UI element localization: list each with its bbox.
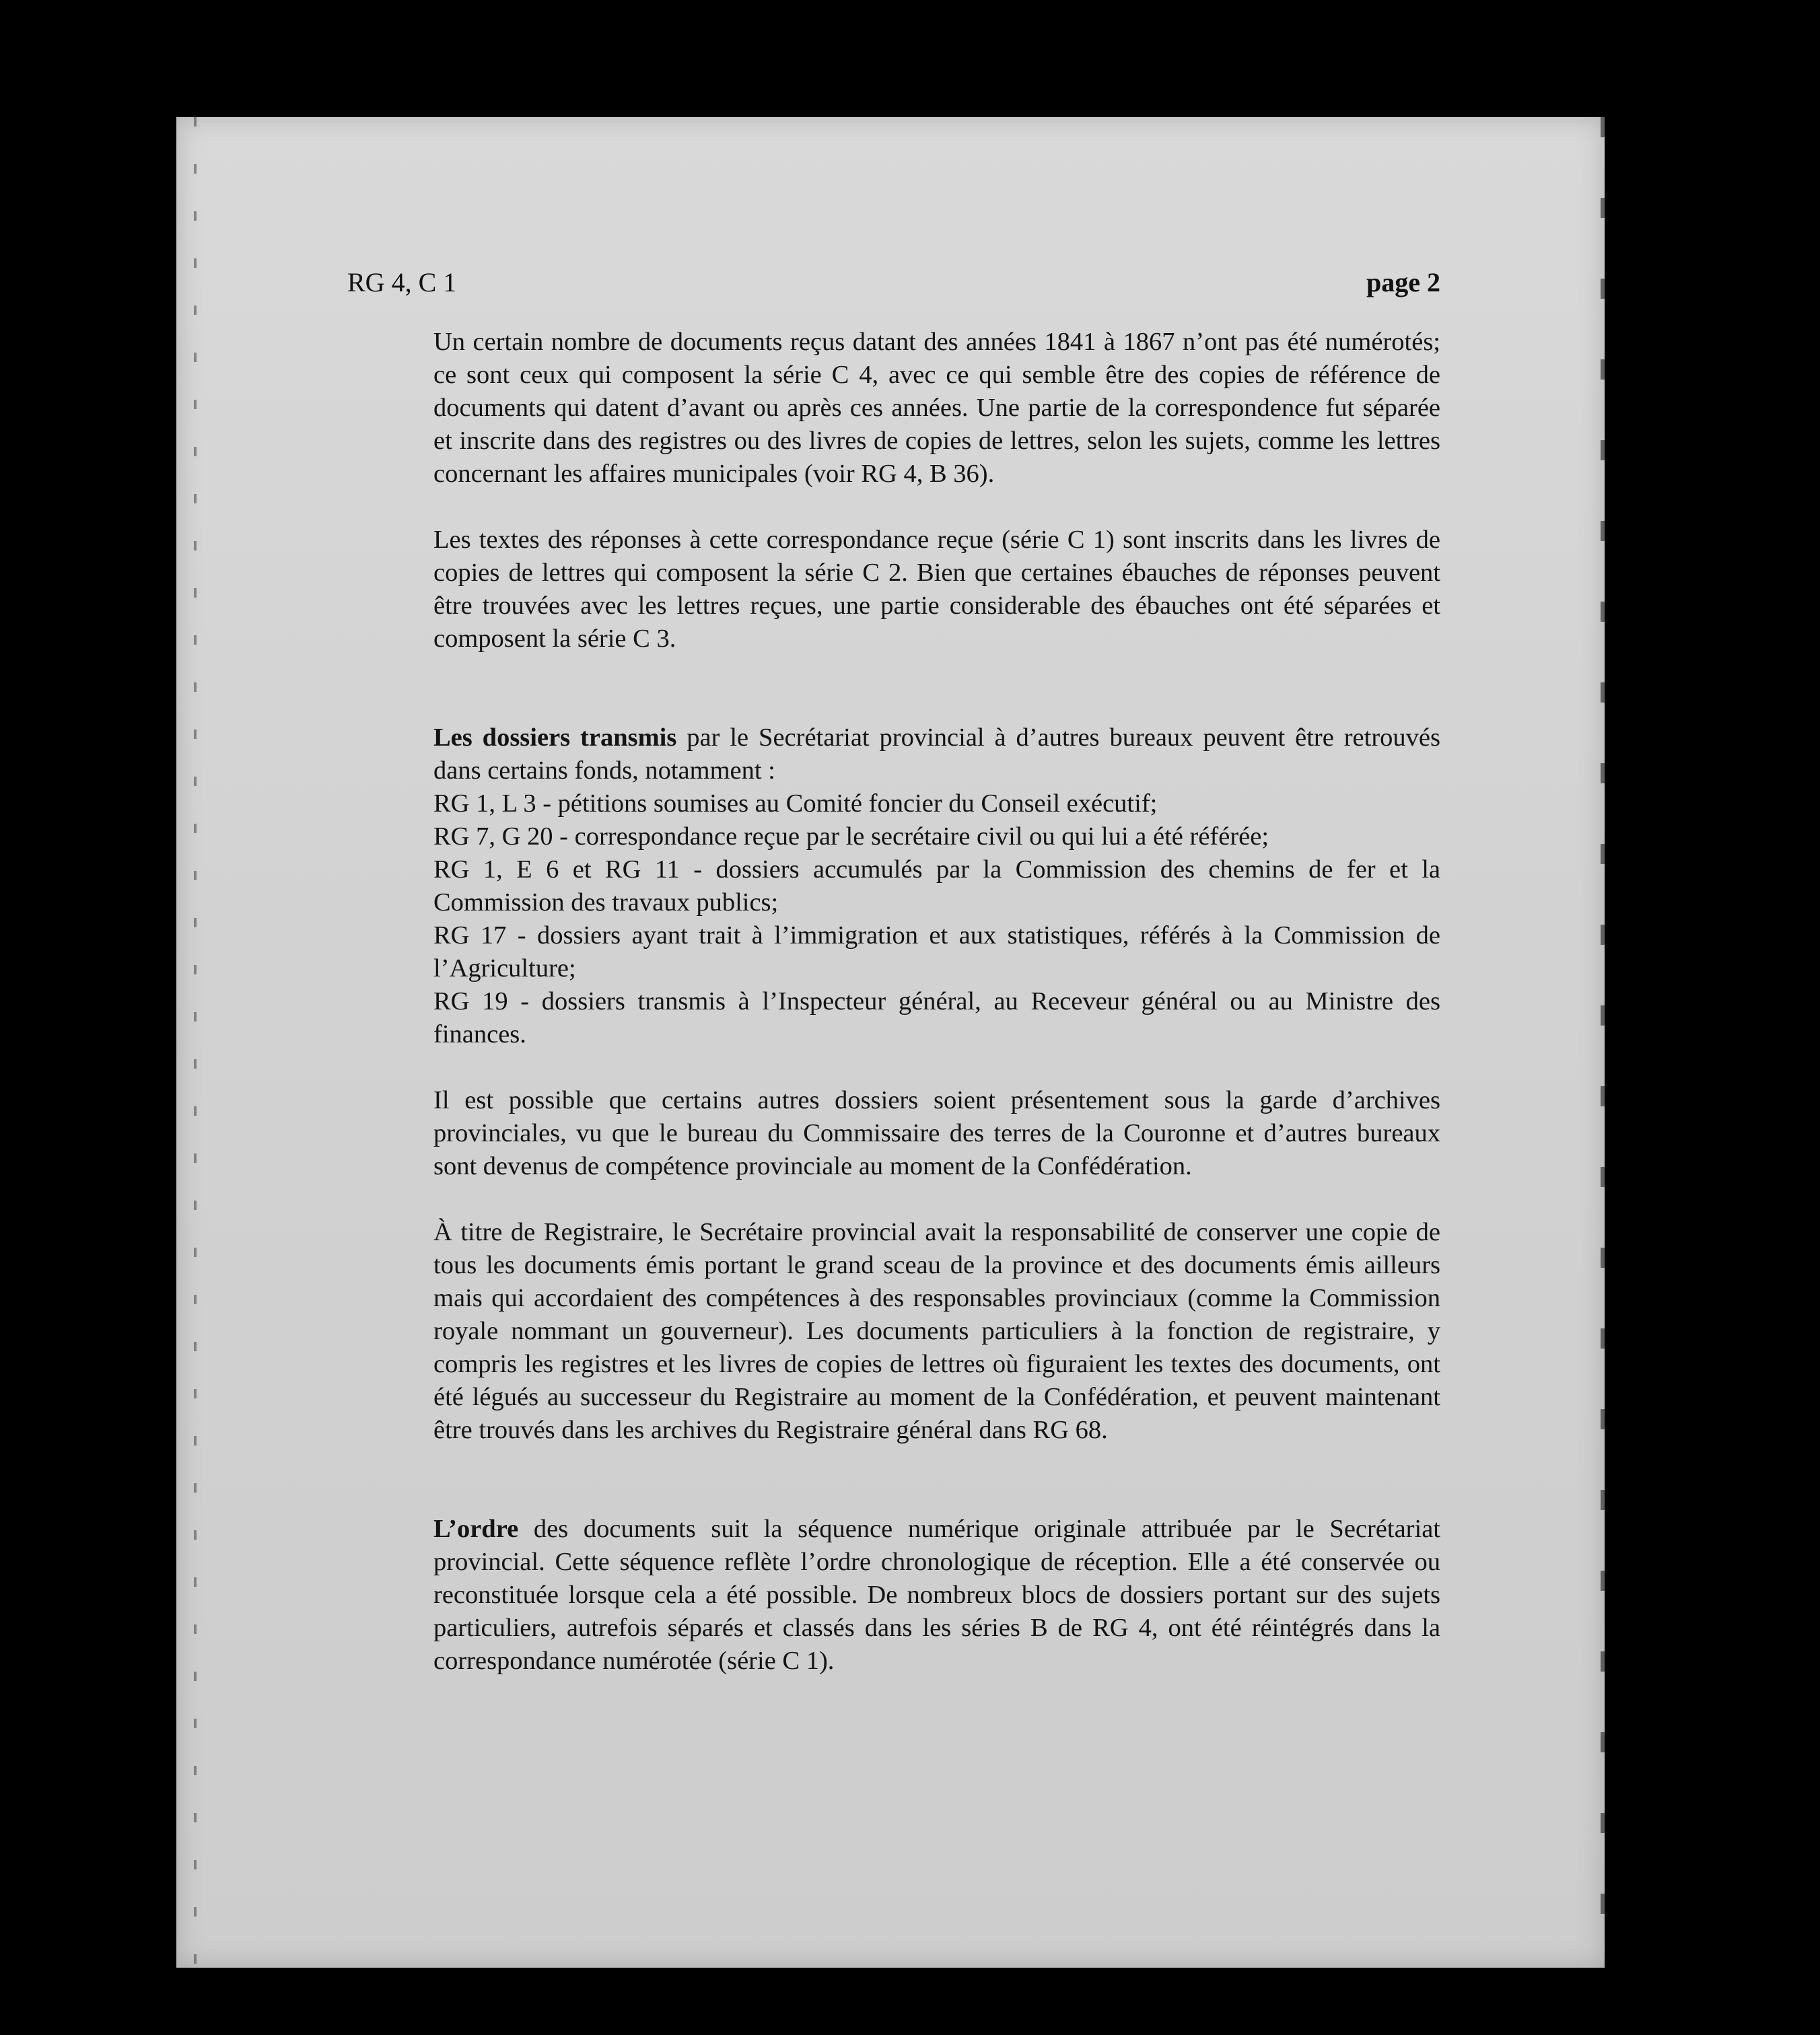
reference-item: RG 17 - dossiers ayant trait à l’immigration et aux statistiques, référés à la Commission de l’Agriculture;: [433, 921, 1440, 983]
reference-item: RG 7, G 20 - correspondance reçue par le secrétaire civil ou qui lui a été référée;: [433, 822, 1269, 851]
page-left-edge: [194, 117, 197, 1968]
paragraph-unnumbered-documents: Un certain nombre de documents reçus datant des années 1841 à 1867 n’ont pas été numérotés; ce sont ceux qui composent la série C 4, avec ce qui semble être des copies de référence de documents qui datent d’avant ou après ces années. Une partie de la correspondence fut séparée et inscrite dans des registres ou des livres de copies de lettres, selon les sujets, comme les lettres concernant les affaires municipales (voir RG 4, B 36).: [433, 328, 1440, 488]
reference-item: RG 1, E 6 et RG 11 - dossiers accumulés par la Commission des chemins de fer et la Commission des travaux publics;: [433, 855, 1440, 917]
page-header: [347, 266, 1440, 307]
reference-item: RG 1, L 3 - pétitions soumises au Comité foncier du Conseil exécutif;: [433, 789, 1158, 818]
document-order-heading: L’ordre: [433, 1515, 519, 1543]
page-right-edge: [1601, 117, 1605, 1968]
document-reference: RG 4, C 1: [347, 267, 457, 297]
document-body: [433, 326, 1440, 1678]
transmitted-files-text: par le Secrétariat provincial à d’autres bureaux peuvent être retrouvés dans certains fonds, notamment :: [433, 723, 1440, 785]
scanned-page: [176, 117, 1605, 1968]
paragraph-registrar: À titre de Registraire, le Secrétaire provincial avait la responsabilité de conserver une copie de tous les documents émis portant le grand sceau de la province et des documents émis ailleurs mais qui accordaient des compétences à des responsables provinciaux (comme la Commission royale nommant un gouverneur). Les documents particuliers à la fonction de registraire, y compris les registres et les livres de copies de lettres où figuraient les textes des documents, ont été légués au successeur du Registraire au moment de la Confédération, et peuvent maintenant être trouvés dans les archives du Registraire général dans RG 68.: [433, 1218, 1440, 1444]
paragraph-document-order: [433, 1513, 1440, 1678]
paragraph-transmitted-files: [433, 721, 1440, 787]
transmitted-files-heading: Les dossiers transmis: [433, 723, 677, 752]
reference-item: RG 19 - dossiers transmis à l’Inspecteur général, au Receveur général ou au Ministre des finances.: [433, 987, 1440, 1048]
paragraph-provincial-archives: Il est possible que certains autres dossiers soient présentement sous la garde d’archives provinciales, vu que le bureau du Commissaire des terres de la Couronne et d’autres bureaux sont devenus de compétence provinciale au moment de la Confédération.: [433, 1086, 1440, 1180]
page-number: page 2: [1366, 267, 1440, 297]
document-order-text: des documents suit la séquence numérique originale attribuée par le Secrétariat provincial. Cette séquence reflète l’ordre chronologique de réception. Elle a été conservée ou reconstituée lorsque cela a été possible. De nombreux blocs de dossiers portant sur des sujets particuliers, autrefois séparés et classés dans les séries B de RG 4, ont été réintégrés dans la correspondance numérotée (série C 1).: [433, 1515, 1440, 1675]
paragraph-replies: Les textes des réponses à cette correspondance reçue (série C 1) sont inscrits dans les livres de copies de lettres qui composent la série C 2. Bien que certaines ébauches de réponses peuvent être trouvées avec les lettres reçues, une partie considerable des ébauches ont été séparées et composent la série C 3.: [433, 526, 1440, 653]
